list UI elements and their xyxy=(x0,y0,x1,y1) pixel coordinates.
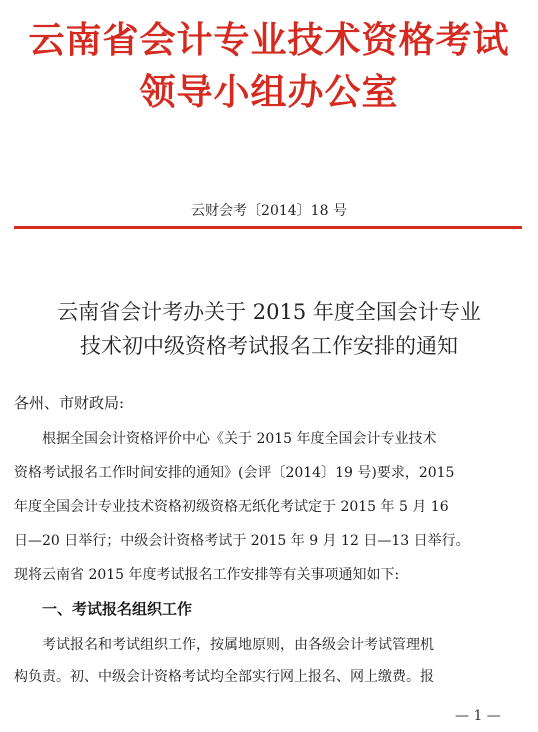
document-title-line2: 技术初中级资格考试报名工作安排的通知 xyxy=(80,334,458,358)
section-heading: 一、考试报名组织工作 xyxy=(42,600,193,618)
document-title-line1: 云南省会计考办关于 2015 年度全国会计专业 xyxy=(57,300,481,324)
paragraph-line: 考试报名和考试组织工作，按属地原则，由各级会计考试管理机 xyxy=(42,637,434,653)
paragraph-line: 日—20 日举行；中级会计资格考试于 2015 年 9 月 12 日—13 日举行。 xyxy=(14,533,470,549)
salutation: 各州、市财政局: xyxy=(14,394,125,412)
paragraph-line: 年度全国会计专业技术资格初级资格无纸化考试定于 2015 年 5 月 16 xyxy=(14,499,449,515)
red-divider-line xyxy=(14,226,522,229)
issuing-org-line1: 云南省会计专业技术资格考试 xyxy=(28,19,510,61)
document-number: 云财会考〔2014〕18 号 xyxy=(191,203,347,219)
paragraph-line: 现将云南省 2015 年度考试报名工作安排等有关事项通知如下: xyxy=(14,567,400,583)
paragraph-line: 根据全国会计资格评价中心《关于 2015 年度全国会计专业技术 xyxy=(42,431,437,447)
paragraph-line: 资格考试报名工作时间安排的通知》(会评〔2014〕19 号)要求，2015 xyxy=(14,465,455,481)
paragraph-line: 构负责。初、中级会计资格考试均全部实行网上报名、网上缴费。报 xyxy=(14,669,434,685)
page-number: — 1 — xyxy=(455,708,501,724)
issuing-org-line2: 领导小组办公室 xyxy=(139,71,399,113)
